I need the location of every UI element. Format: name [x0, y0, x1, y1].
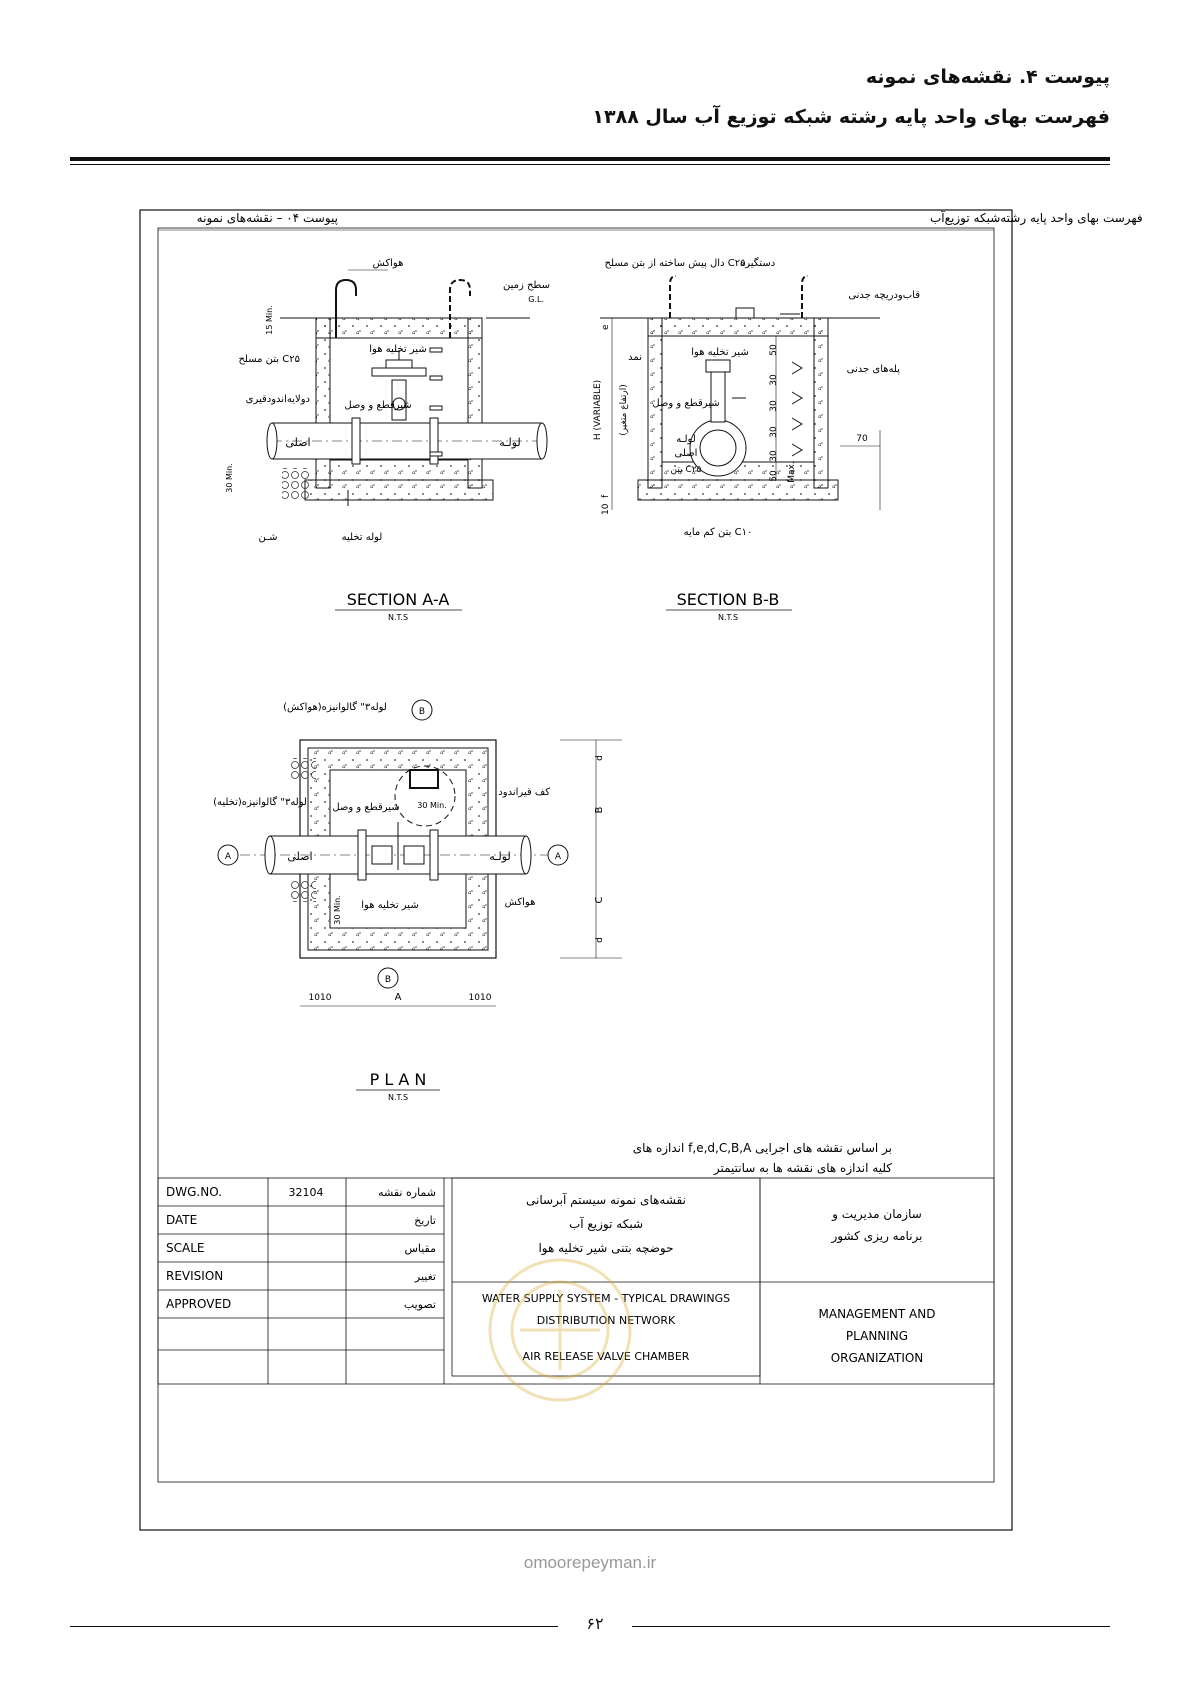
- tb-row3-fa: تغییر: [414, 1270, 436, 1283]
- plan-sec-b-bottom: B: [384, 975, 392, 985]
- page-header-line2: فهرست بهای واحد پایه رشته شبکه توزیع آب سال ۱۳۸۸: [592, 106, 1110, 128]
- bb-dim-70: 70: [856, 434, 868, 444]
- plan-label-vent-pipe: لوله۳" گالوانیزه(هواکش): [283, 702, 387, 713]
- section-aa-scale: N.T.S: [387, 613, 409, 622]
- plan-label-air-valve: شیر تخلیه هوا: [361, 900, 419, 911]
- plan-dim-a: A: [394, 992, 402, 1003]
- tb-title-en2: DISTRIBUTION NETWORK: [536, 1314, 676, 1327]
- bb-label-steps: پله‌های جدنی: [846, 364, 900, 375]
- drawing-sheet: [140, 210, 1143, 1530]
- aa-label-concrete: بتن مسلح C۲۵: [238, 354, 300, 365]
- aa-dim-15: 15 Min.: [265, 305, 274, 335]
- tb-title-fa2: شبکه توزیع آب: [568, 1217, 644, 1231]
- section-bb-scale: N.T.S: [717, 613, 739, 622]
- plan-dim-30a: 30 Min.: [417, 801, 447, 810]
- aa-dim-30: 30 Min.: [225, 463, 234, 493]
- bb-dim-step-4: 30: [769, 450, 779, 462]
- bb-dim-10: 10: [601, 503, 611, 515]
- aa-label-main: اصلی: [285, 436, 311, 449]
- tb-row2-en: SCALE: [166, 1241, 205, 1255]
- tb-org-fa1: سازمان مدیریت و: [832, 1207, 922, 1221]
- bb-dim-step-5: 50: [769, 470, 779, 482]
- plan-label-pipe: لولـه: [489, 850, 511, 863]
- bb-label-frame: قاب‌ودریچه جدنی: [848, 290, 920, 301]
- note-line2: کلیه اندازه های نقشه ها به سانتیمتر: [713, 1161, 892, 1175]
- tb-org-en3: ORGANIZATION: [830, 1351, 924, 1365]
- plan-dim-1010-left: 1010: [308, 993, 332, 1003]
- tb-row0-en: DWG.NO.: [166, 1185, 222, 1199]
- aa-label-gl: G.L.: [528, 295, 544, 304]
- watermark-seal: [490, 1260, 630, 1400]
- bb-dim-f: f: [601, 494, 611, 498]
- plan-dim-b: B: [594, 806, 605, 814]
- section-bb-title: SECTION B-B: [676, 590, 780, 609]
- plan-sec-a-right: A: [554, 852, 562, 862]
- aa-label-pipe: لولـه: [499, 436, 521, 449]
- section-aa-drawing: [267, 280, 547, 506]
- tb-title-en1: WATER SUPPLY SYSTEM - TYPICAL DRAWINGS: [481, 1292, 731, 1305]
- plan-drawing: [218, 700, 622, 1006]
- header-rule-thick: [70, 157, 1110, 161]
- plan-scale: N.T.S: [387, 1093, 409, 1102]
- aa-label-air-vent: هواکش: [372, 258, 404, 269]
- plan-dim-d-top: d: [595, 755, 605, 761]
- tb-row0-fa: شماره نقشه: [378, 1186, 436, 1199]
- plan-sec-b-top: B: [418, 707, 426, 717]
- plan-dim-30b: 30 Min.: [333, 895, 342, 925]
- watermark-text: omoorepeyman.ir: [523, 1553, 657, 1572]
- tb-title-en3: AIR RELEASE VALVE CHAMBER: [522, 1350, 690, 1363]
- bb-label-main2: اصلی: [674, 448, 698, 459]
- tb-row2-fa: مقیاس: [404, 1242, 436, 1255]
- bb-label-gate-valve: شیرقطع و وصل: [652, 398, 720, 409]
- tb-title-fa3: حوضچه بتنی شیر تخلیه هوا: [538, 1241, 674, 1255]
- bb-label-air-valve: شیر تخلیه هوا: [691, 347, 749, 358]
- aa-label-drain: لوله تخلیه: [341, 532, 383, 543]
- bb-label-slab: دال پیش ساخته از بتن مسلح C۲۵: [604, 258, 746, 269]
- bb-label-felt: نمد: [628, 352, 642, 363]
- page-header-line1: پیوست ۴. نقشه‌های نمونه: [865, 66, 1110, 88]
- bb-dim-step-2: 30: [769, 400, 779, 412]
- bb-label-concrete: بتن C۲۵: [670, 465, 702, 475]
- sheet-header-left: پیوست ۰۴ – نقشه‌های نمونه: [196, 211, 338, 225]
- sheet-header-right: فهرست بهای واحد پایه رشته‌شبکه توزیع‌آب: [930, 211, 1143, 225]
- footer-rule-left: [70, 1626, 558, 1627]
- bb-dim-max: Max.: [787, 461, 797, 483]
- plan-label-air-vent: هواکش: [504, 897, 536, 908]
- bb-h-variable: H (VARIABLE): [593, 379, 603, 441]
- aa-label-air-valve: شیر تخلیه هوا: [369, 344, 427, 355]
- plan-dim-d-bottom: d: [595, 937, 605, 943]
- tb-row1-en: DATE: [166, 1213, 198, 1227]
- bb-label-main1: لولـه: [676, 434, 696, 445]
- tb-org-en1: MANAGEMENT AND: [818, 1307, 936, 1321]
- aa-label-waterproof: دولایه‌اندودقیری: [245, 394, 310, 405]
- bb-dim-step-1: 30: [769, 374, 779, 386]
- tb-row4-fa: تصویب: [403, 1298, 436, 1311]
- footer-rule-right: [632, 1626, 1110, 1627]
- bb-dim-step-3: 30: [769, 426, 779, 438]
- bb-h-fa: (ارتفاع متغیر): [619, 384, 629, 436]
- header-rule-thin: [70, 164, 1110, 165]
- plan-dim-1010-right: 1010: [468, 993, 492, 1003]
- tb-org-fa2: برنامه ریزی کشور: [831, 1229, 923, 1243]
- section-bb-drawing: [600, 276, 880, 510]
- bb-dim-e: e: [601, 324, 611, 330]
- plan-title: P L A N: [369, 1070, 427, 1089]
- aa-label-gate-valve: شیرقطع و وصل: [344, 400, 412, 411]
- plan-dim-c: C: [594, 896, 605, 904]
- tb-row4-en: APPROVED: [166, 1297, 232, 1311]
- tb-title-fa1: نقشه‌های نمونه سیستم آبرسانی: [526, 1193, 686, 1207]
- plan-label-drain-pipe: لوله۳" گالوانیزه(تخلیه): [213, 797, 307, 808]
- tb-row1-fa: تاریخ: [414, 1214, 436, 1227]
- aa-label-ground: سطح زمین: [502, 280, 550, 291]
- tb-row3-en: REVISION: [166, 1269, 224, 1283]
- tb-org-en2: PLANNING: [845, 1329, 909, 1343]
- plan-label-main: اصلی: [287, 850, 313, 863]
- section-aa-title: SECTION A-A: [346, 590, 450, 609]
- page-number: ۶۲: [586, 1614, 604, 1633]
- plan-label-floor: کف قیراندود: [498, 787, 550, 798]
- bb-label-lean-concrete: بتن کم مایه C۱۰: [683, 527, 753, 538]
- bb-label-handle: دستگیره: [740, 258, 776, 269]
- aa-label-gravel: شـن: [258, 532, 278, 543]
- bb-dim-step-0: 50: [769, 344, 779, 356]
- plan-label-gate-valve: شیرقطع و وصل: [332, 802, 400, 813]
- plan-sec-a-left: A: [224, 852, 232, 862]
- tb-row0-value: 32104: [288, 1186, 324, 1199]
- note-line1: اندازه های f,e,d,C,B,A بر اساس نقشه های اجرایی: [632, 1141, 892, 1155]
